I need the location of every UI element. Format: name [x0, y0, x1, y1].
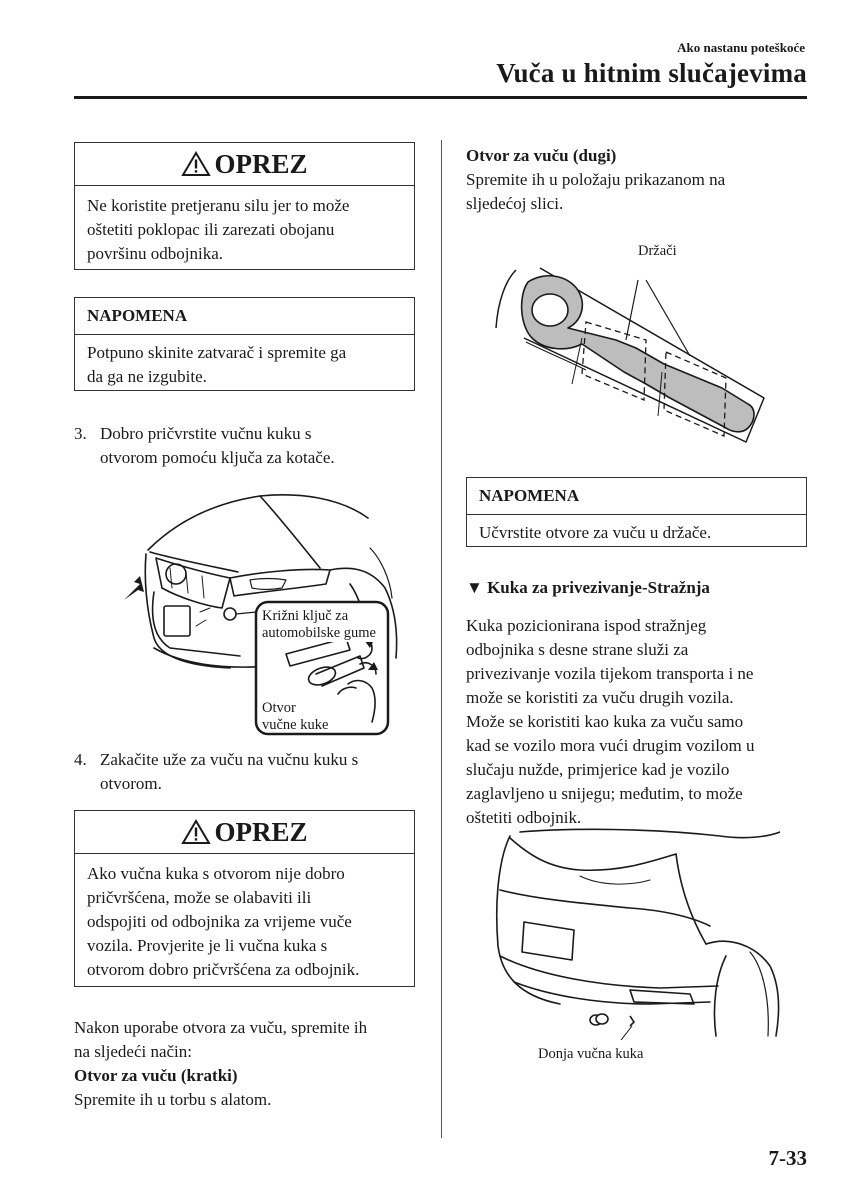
long-eye-heading: Otvor za vuču (dugi): [466, 146, 617, 165]
warning-triangle-icon: [181, 819, 211, 845]
text-line: Kuka pozicionirana ispod stražnjeg: [466, 616, 707, 635]
text-line: Nakon uporabe otvora za vuču, spremite ih: [74, 1018, 368, 1037]
text-line: otvorom dobro pričvršćena za odbojnik.: [87, 960, 360, 979]
text-line: Ne koristite pretjeranu silu jer to može: [87, 196, 350, 215]
step-4: [74, 748, 419, 796]
caution-box-1: [74, 142, 415, 270]
text-line: Ako vučna kuka s otvorom nije dobro: [87, 864, 345, 883]
lower-tow-hook-label: Donja vučna kuka: [538, 1046, 644, 1062]
text-line: vozila. Provjerite je li vučna kuka s: [87, 936, 328, 955]
page-number: 7-33: [768, 1146, 807, 1170]
long-eye-section: [466, 144, 811, 216]
caution-box-2: [74, 810, 415, 987]
text-line: Potpuno skinite zatvarač i spremite ga: [87, 343, 347, 362]
caution-header: [75, 811, 414, 854]
header-rule: [74, 96, 807, 99]
step-text: [100, 422, 335, 470]
text-line: kad se vozilo mora vući drugim vozilom u: [466, 736, 755, 755]
text-line: površinu odbojnika.: [87, 244, 223, 263]
tow-hook-label: [262, 700, 328, 734]
text-line: zaglavljeno u snijegu; međutim, to može: [466, 784, 743, 803]
text-line: Zakačite uže za vuču na vučnu kuku s: [100, 750, 359, 769]
label-line: vučne kuke: [262, 717, 329, 733]
rear-hook-heading: ▼ Kuka za privezivanje-Stražnja: [466, 578, 710, 597]
caution-title: OPREZ: [214, 816, 308, 847]
text-line: odspojiti od odbojnika za vrijeme vuče: [87, 912, 352, 931]
text-line: na sljedeći način:: [74, 1042, 193, 1061]
text-line: oštetiti odbojnik.: [466, 808, 582, 827]
note-text: [75, 335, 414, 395]
caution-title: OPREZ: [214, 148, 308, 179]
label-line: automobilske gume: [262, 625, 376, 641]
step-number: 4.: [74, 750, 87, 769]
tow-eye-holders-illustration: [486, 260, 776, 460]
after-use-text: [74, 1016, 424, 1112]
text-line: oštetiti poklopac ili zarezati obojanu: [87, 220, 335, 239]
note-title: NAPOMENA: [75, 298, 414, 335]
rear-bumper-illustration: [480, 826, 780, 1040]
text-line: da ga ne izgubite.: [87, 367, 207, 386]
text-line: Dobro pričvrstite vučnu kuku s: [100, 424, 312, 443]
note-text: Učvrstite otvore za vuču u držače.: [479, 523, 712, 542]
short-eye-heading: Otvor za vuču (kratki): [74, 1066, 238, 1085]
label-line: Otvor: [262, 700, 296, 716]
section-label: Ako nastanu poteškoće: [677, 40, 805, 55]
text-line: otvorom.: [100, 774, 162, 793]
holders-label: Držači: [638, 243, 677, 259]
short-eye-text: Spremite ih u torbu s alatom.: [74, 1090, 272, 1109]
note-title: NAPOMENA: [467, 478, 806, 515]
column-divider: [441, 140, 442, 1138]
step-text: [100, 748, 358, 796]
text-line: pričvršćena, može se olabaviti ili: [87, 888, 312, 907]
text-line: sljedećoj slici.: [466, 194, 564, 213]
text-line: Spremite ih u položaju prikazanom na: [466, 170, 726, 189]
text-line: Može se koristiti kao kuka za vuču samo: [466, 712, 744, 731]
text-line: može se koristiti za vuču drugih vozila.: [466, 688, 734, 707]
text-line: otvorom pomoću ključa za kotače.: [100, 448, 335, 467]
warning-triangle-icon: [181, 151, 211, 177]
label-line: Križni ključ za: [262, 608, 349, 624]
rear-hook-text: [466, 614, 811, 830]
note-box-2: [466, 477, 807, 547]
step-3: [74, 422, 419, 470]
text-line: slučaju nužde, primjerice kad je vozilo: [466, 760, 730, 779]
note-box-1: [74, 297, 415, 391]
text-line: odbojnika s desne strane služi za: [466, 640, 689, 659]
caution-text: [75, 854, 414, 990]
wrench-label: [262, 608, 376, 642]
page-title: Vuča u hitnim slučajevima: [496, 58, 807, 88]
caution-text: [75, 186, 414, 274]
text-line: privezivanje vozila tijekom transporta i ne: [466, 664, 754, 683]
step-number: 3.: [74, 424, 87, 443]
caution-header: [75, 143, 414, 186]
